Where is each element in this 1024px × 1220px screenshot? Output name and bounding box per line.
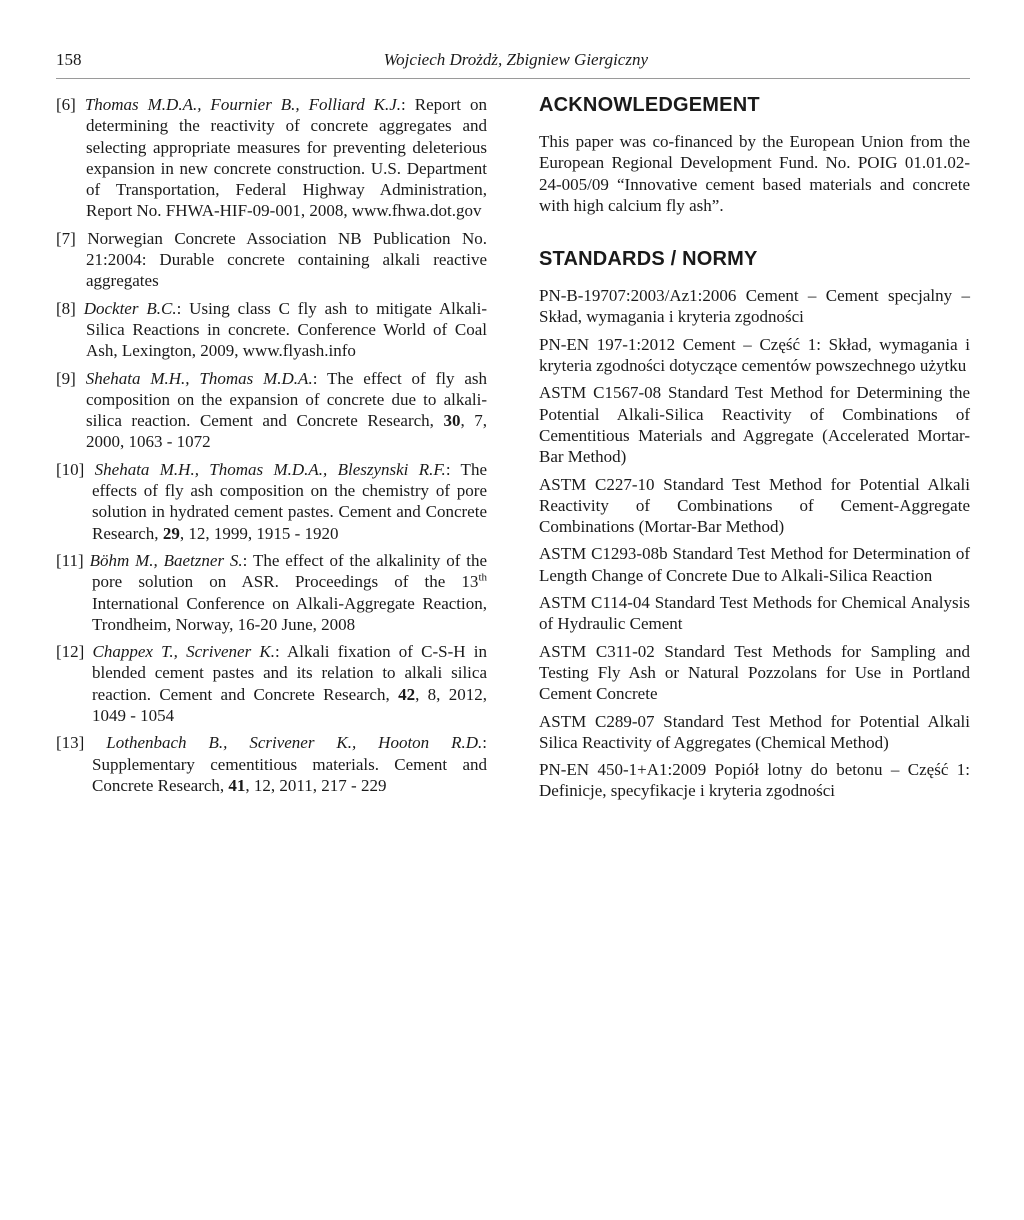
reference-text: Norwegian Concrete Association NB Publication No. 21:2004: Durable concrete containing alkali reactive aggregates [86, 228, 487, 291]
reference-text: : The effects of fly ash composition on the chemistry of pore solution in hydrated cement pastes. Cement and Concrete Research, [92, 459, 487, 543]
standard-item: PN-B-19707:2003/Az1:2006 Cement – Cement specjalny – Skład, wymagania i kryteria zgodności [539, 286, 970, 327]
reference-item-13 [56, 732, 487, 796]
standard-item: ASTM C311-02 Standard Test Methods for Sampling and Testing Fly Ash or Natural Pozzolans for Use in Portland Cement Concrete [539, 641, 970, 704]
page-number: 158 [56, 50, 82, 69]
reference-authors: Shehata M.H., Thomas M.D.A., Bleszynski R.F. [94, 459, 446, 479]
reference-number: [6] [56, 95, 76, 114]
reference-item-9 [56, 368, 487, 453]
reference-text: : Using class C fly ash to mitigate Alkali-Silica Reactions in concrete. Conference World of Coal Ash, Lexington, 2009, www.flyash.info [86, 298, 488, 361]
reference-text-end: , 8, 2012, 1049 - 1054 [92, 684, 488, 726]
reference-authors: Böhm M., Baetzner S. [89, 550, 243, 570]
standard-item: ASTM C114-04 Standard Test Methods for Chemical Analysis of Hydraulic Cement [539, 593, 970, 634]
standard-item: PN-EN 450-1+A1:2009 Popiół lotny do betonu – Część 1: Definicje, specyfikacje i kryteria zgodności [539, 760, 970, 801]
reference-text: : Report on determining the reactivity of concrete aggregates and selecting appropriate measures for preventing deleterious expansion in new concrete construction. U.S. Department of Transportation, Federal Highway Administration, Report No. FHWA-HIF-09-001, 2008, www.fhwa.dot.gov [86, 95, 487, 221]
standard-item: PN-EN 197-1:2012 Cement – Część 1: Skład, wymagania i kryteria zgodności dotyczące cementów powszechnego użytku [539, 334, 970, 376]
reference-authors: Lothenbach B., Scrivener K., Hooton R.D. [106, 733, 483, 753]
reference-number: [11] [56, 550, 84, 570]
reference-authors: Chappex T., Scrivener K. [92, 642, 276, 662]
reference-item-11 [56, 550, 487, 635]
page-header [56, 50, 970, 79]
reference-text: : The effect of the alkalinity of the pore solution on ASR. Proceedings of the 13 [92, 550, 487, 592]
reference-text-end: , 12, 2011, 217 - 229 [245, 775, 387, 795]
reference-item-8 [56, 298, 487, 362]
reference-volume: 41 [228, 775, 246, 795]
reference-item-10 [56, 459, 487, 544]
standards-heading: STANDARDS / NORMY [539, 248, 758, 271]
reference-text: : Supplementary cementitious materials. Cement and Concrete Research, [92, 733, 488, 795]
reference-text: : Alkali fixation of C-S-H in blended cement pastes and its relation to alkali silica reaction. Cement and Concrete Research, [92, 642, 488, 704]
references-column [56, 94, 487, 802]
reference-item-7 [56, 228, 487, 292]
standard-item: ASTM C289-07 Standard Test Method for Potential Alkali Silica Reactivity of Aggregates (Chemical Method) [539, 711, 970, 752]
standard-item: ASTM C1567-08 Standard Test Method for Determining the Potential Alkali-Silica Reactivity of Combinations of Cementitious Materials and Aggregate (Accelerated Mortar-Bar Method) [539, 383, 970, 467]
reference-text-end: , 12, 1999, 1915 - 1920 [179, 523, 339, 543]
standard-item: ASTM C1293-08b Standard Test Method for Determination of Length Change of Concrete Due to Alkali-Silica Reaction [539, 544, 970, 585]
reference-item-6 [56, 94, 487, 222]
running-head: Wojciech Drożdż, Zbigniew Giergiczny [383, 50, 648, 69]
reference-number: [9] [56, 368, 76, 388]
standards-list [539, 285, 970, 802]
standard-item: ASTM C227-10 Standard Test Method for Potential Alkali Reactivity of Combinations of Cement-Aggregate Combinations (Mortar-Bar Method) [539, 474, 970, 537]
reference-superscript: th [478, 571, 487, 584]
reference-text-end: , 7, 2000, 1063 - 1072 [86, 411, 487, 452]
reference-number: [10] [56, 459, 85, 479]
reference-number: [13] [56, 733, 85, 753]
right-column [539, 94, 970, 808]
reference-volume: 30 [443, 411, 461, 431]
reference-authors: Thomas M.D.A., Fournier B., Folliard K.J. [84, 95, 402, 114]
acknowledgement-text: This paper was co-financed by the European Union from the European Regional Development Fund. No. POIG 01.01.02-24-005/09 “Innovative cement based materials and concrete with high calcium fly ash”. [539, 132, 970, 215]
reference-number: [12] [56, 642, 85, 662]
reference-number: [8] [56, 298, 76, 318]
reference-item-12 [56, 641, 487, 726]
reference-authors: Dockter B.C. [83, 298, 177, 318]
reference-text: : The effect of fly ash composition on the expansion of concrete due to alkali-silica reaction. Cement and Concrete Research, [86, 368, 487, 431]
acknowledgement-heading: ACKNOWLEDGEMENT [539, 94, 760, 116]
reference-authors: Shehata M.H., Thomas M.D.A. [85, 368, 313, 388]
reference-text-end: International Conference on Alkali-Aggregate Reaction, Trondheim, Norway, 16-20 June, 2008 [92, 593, 487, 634]
reference-volume: 29 [162, 523, 180, 543]
reference-number: [7] [56, 228, 76, 248]
reference-list [56, 94, 487, 796]
reference-volume: 42 [398, 684, 416, 704]
